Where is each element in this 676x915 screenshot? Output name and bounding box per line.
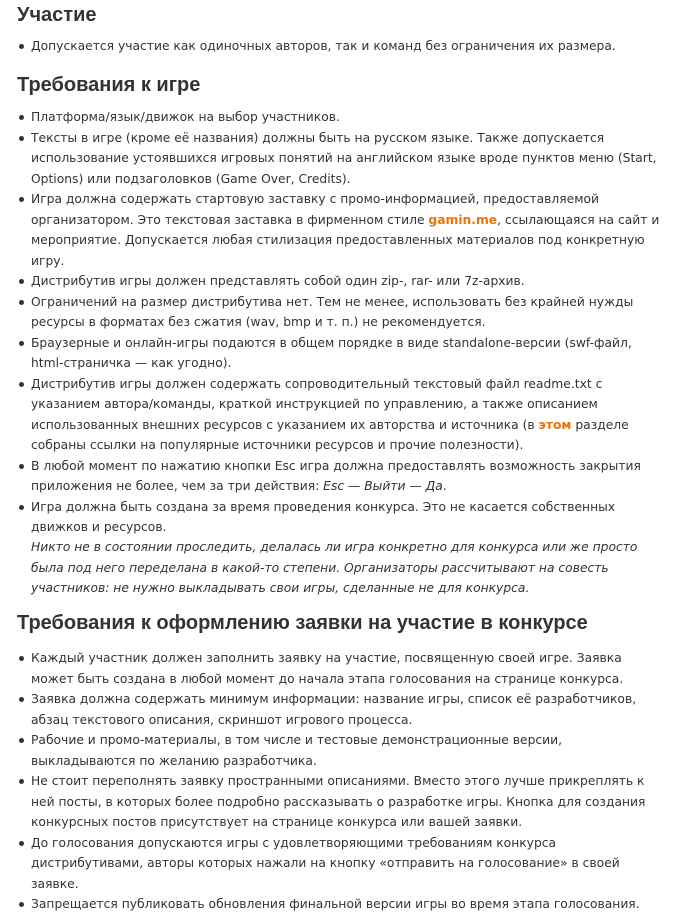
list-item-text: Игра должна содержать стартовую заставку с промо-информацией, предоставляемой организатором. Это текстовая заставка в фирменном стиле [31, 192, 600, 227]
list-item: Браузерные и онлайн-игры подаются в общем порядке в виде standalone-версии (swf-файл, html-страничка — как угодно). [0, 333, 665, 374]
list-item-text: Дистрибутив игры должен содержать сопроводительный текстовый файл readme.txt с указанием автора/команды, краткой инструкцией по управлению, а также описанием использованных внешних ресурсов с указанием их авторства и источника (в [31, 376, 603, 432]
italic-note: Никто не в состоянии проследить, делалась ли игра конкретно для конкурса или же просто была под него переделана в какой-то степени. Организаторы рассчитывают на совесть участников: не нужно выкладывать свои игры, сделанные не для конкурса. [31, 540, 638, 595]
list-item: Рабочие и промо-материалы, в том числе и тестовые демонстрационные версии, выкладываются по желанию разработчика. [0, 730, 665, 771]
list-item-text: разделе собраны ссылки на популярные источники ресурсов и прочие полезности). [31, 417, 629, 452]
list-item: Заявка должна содержать минимум информации: название игры, список её разработчиков, абзац текстового описания, скриншот игрового процесса. [0, 689, 665, 730]
list-item: Ограничений на размер дистрибутива нет. Тем не менее, использовать без крайней нужды ресурсы в форматах без сжатия (wav, bmp и т. п.) не рекомендуется. [0, 292, 665, 333]
section-heading-participation: Участие [17, 4, 97, 26]
list-item: Допускается участие как одиночных авторов, так и команд без ограничения их размера. [0, 36, 665, 57]
list-item: Игра должна быть создана за время проведения конкурса. Это не касается собственных движков и ресурсов. [0, 497, 665, 538]
list-item [0, 189, 665, 271]
list-item: Каждый участник должен заполнить заявку на участие, посвященную своей игре. Заявка может быть создана в любой момент до начала этапа голосования на странице конкурса. [0, 648, 665, 689]
game-requirements-list [0, 107, 665, 538]
list-item: Не стоит переполнять заявку пространными описаниями. Вместо этого лучше прикреплять к ней посты, в которых более подробно рассказывать о разработке игры. Кнопка для создания конкурсных постов присутствует на странице конкурса или вашей заявки. [0, 771, 665, 833]
section-heading-application-requirements: Требования к оформлению заявки на участие в конкурсе [17, 612, 588, 634]
resources-section-link[interactable]: этом [538, 417, 572, 432]
list-item-text: , ссылающаяся на сайт и мероприятие. Допускается любая стилизация предоставленных материалов под конкретную игру. [31, 212, 660, 268]
list-item: Тексты в игре (кроме её названия) должны быть на русском языке. Также допускается использование устоявшихся игровых понятий на английском языке вроде пунктов меню (Start, Options) или подзаголовков (Game Over, Credits). [0, 128, 665, 190]
list-item-text: . [442, 479, 447, 493]
list-item: Дистрибутив игры должен представлять собой один zip-, rar- или 7z-архив. [0, 271, 665, 292]
list-item [0, 374, 665, 456]
key-sequence-text: Esc — Выйти — Да [323, 479, 443, 493]
list-item [0, 456, 665, 497]
application-requirements-list [0, 648, 665, 915]
list-item-text: В любой момент по нажатию кнопки Esc игра должна предоставлять возможность закрытия приложения не более, чем за три действия: [31, 458, 641, 493]
section-heading-game-requirements: Требования к игре [17, 74, 201, 96]
list-item: Платформа/язык/движок на выбор участников. [0, 107, 665, 128]
participation-list [0, 36, 665, 57]
gamin-me-link[interactable]: gamin.me [428, 212, 498, 227]
list-item: Запрещается публиковать обновления финальной версии игры во время этапа голосования. [0, 894, 665, 915]
list-item: До голосования допускаются игры с удовлетворяющими требованиям конкурса дистрибутивами, авторы которых нажали на кнопку «отправить на голосование» в своей заявке. [0, 833, 665, 895]
